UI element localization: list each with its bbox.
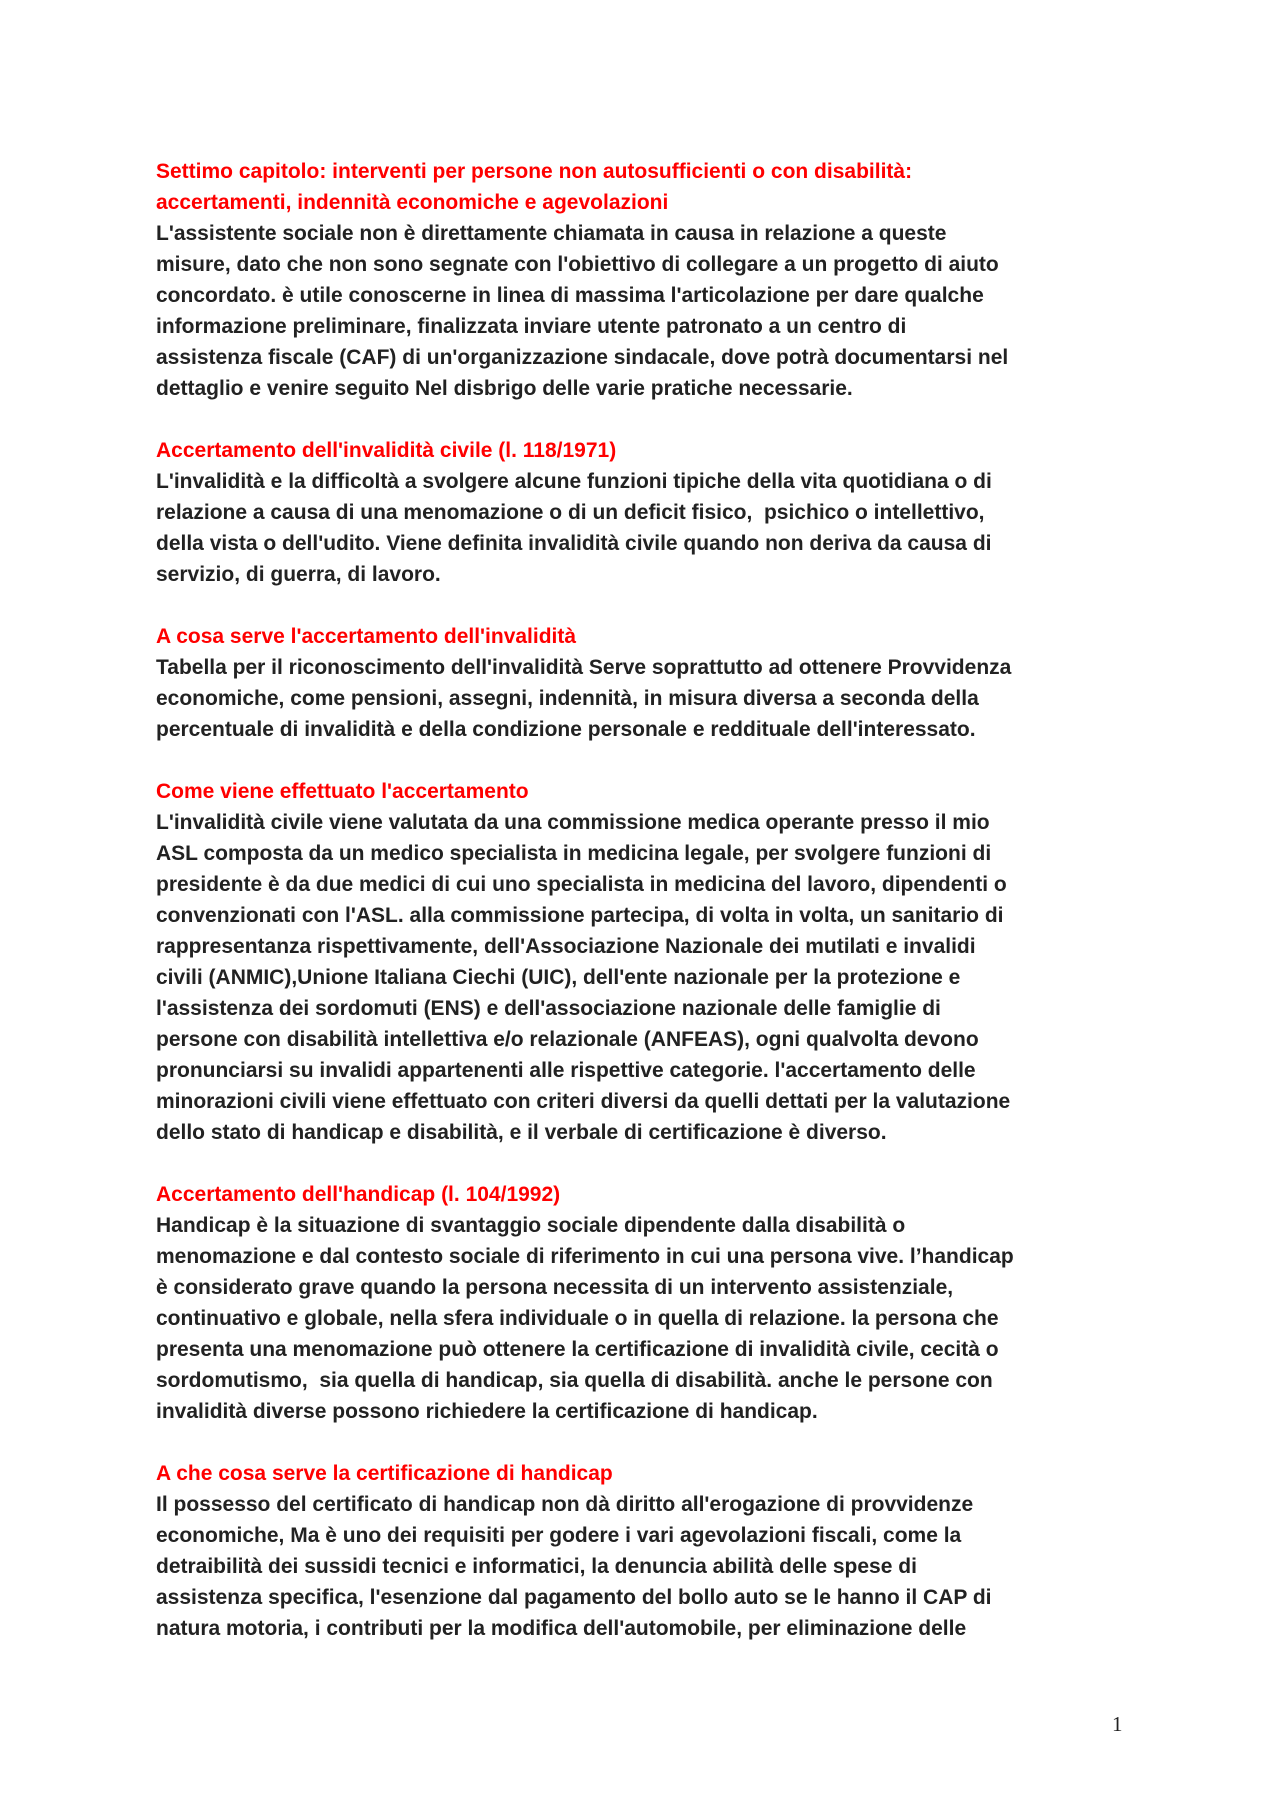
section-body: L'invalidità e la difficoltà a svolgere alcune funzioni tipiche della vita quotidiana o di relazione a causa di una menomazione o di un deficit fisico, psichico o intellettivo, della vista o dell'udito. Viene definita invalidità civile quando non deriva da causa di servizio, di guerra, di lavoro. bbox=[156, 470, 992, 586]
section-heading: Accertamento dell'handicap (l. 104/1992) bbox=[156, 1183, 561, 1206]
section-heading: A cosa serve l'accertamento dell'invalidità bbox=[156, 625, 577, 648]
section-body: L'assistente sociale non è direttamente chiamata in causa in relazione a queste misure, dato che non sono segnate con l'obiettivo di collegare a un progetto di aiuto concordato. è utile conoscerne in linea di massima l'articolazione per dare qualche informazione preliminare, finalizzata inviare utente patronato a un centro di assistenza fiscale (CAF) di un'organizzazione sindacale, dove potrà documentarsi nel dettaglio e venire seguito Nel disbrigo delle varie pratiche necessarie. bbox=[156, 222, 1009, 400]
section-heading: Accertamento dell'invalidità civile (l. 118/1971) bbox=[156, 439, 617, 462]
section-heading: A che cosa serve la certificazione di handicap bbox=[156, 1462, 613, 1485]
section-come-viene-effettuato bbox=[156, 776, 1136, 1148]
section-heading: Come viene effettuato l'accertamento bbox=[156, 780, 529, 803]
section-body: Il possesso del certificato di handicap non dà diritto all'erogazione di provvidenze economiche, Ma è uno dei requisiti per godere i vari agevolazioni fiscali, come la detraibilità dei sussidi tecnici e informatici, la denuncia abilità delle spese di assistenza specifica, l'esenzione dal pagamento del bollo auto se le hanno il CAP di natura motoria, i contributi per la modifica dell'automobile, per eliminazione delle bbox=[156, 1493, 992, 1640]
section-invalidita-civile bbox=[156, 435, 1136, 590]
section-body: Tabella per il riconoscimento dell'invalidità Serve soprattutto ad ottenere Provvidenza economiche, come pensioni, assegni, indennità, in misura diversa a seconda della percentuale di invalidità e della condizione personale e reddituale dell'interessato. bbox=[156, 656, 1012, 741]
section-body: Handicap è la situazione di svantaggio sociale dipendente dalla disabilità o menomazione e dal contesto sociale di riferimento in cui una persona vive. l’handicap è considerato grave quando la persona necessita di un intervento assistenziale, continuativo e globale, nella sfera individuale o in quella di relazione. la persona che presenta una menomazione può ottenere la certificazione di invalidità civile, cecità o sordomutismo, sia quella di handicap, sia quella di disabilità. anche le persone con invalidità diverse possono richiedere la certificazione di handicap. bbox=[156, 1214, 1014, 1423]
page-number: 1 bbox=[1112, 1712, 1123, 1736]
section-handicap bbox=[156, 1179, 1136, 1427]
section-body: L'invalidità civile viene valutata da una commissione medica operante presso il mio ASL composta da un medico specialista in medicina legale, per svolgere funzioni di presidente è da due medici di cui uno specialista in medicina del lavoro, dipendenti o convenzionati con l'ASL. alla commissione partecipa, di volta in volta, un sanitario di rappresentanza rispettivamente, dell'Associazione Nazionale dei mutilati e invalidi civili (ANMIC),Unione Italiana Ciechi (UIC), dell'ente nazionale per la protezione e l'assistenza dei sordomuti (ENS) e dell'associazione nazionale delle famiglie di persone con disabilità intellettiva e/o relazionale (ANFEAS), ogni qualvolta devono pronunciarsi su invalidi appartenenti alle rispettive categorie. l'accertamento delle minorazioni civili viene effettuato con criteri diversi da quelli dettati per la valutazione dello stato di handicap e disabilità, e il verbale di certificazione è diverso. bbox=[156, 811, 1011, 1144]
section-intro bbox=[156, 156, 1136, 404]
section-a-cosa-serve bbox=[156, 621, 1136, 745]
section-heading: Settimo capitolo: interventi per persone non autosufficienti o con disabilità: accertamenti, indennità economiche e agevolazioni bbox=[156, 160, 913, 214]
document-page bbox=[156, 156, 1136, 1675]
section-certificazione-handicap bbox=[156, 1458, 1136, 1644]
